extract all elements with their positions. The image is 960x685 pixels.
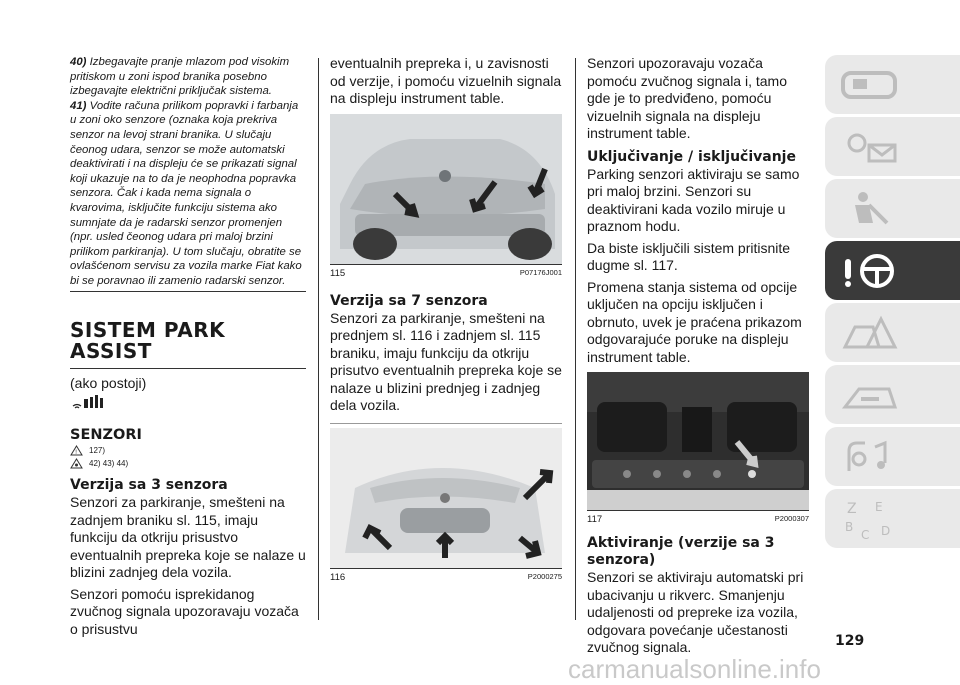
figure-code: P07176J001 xyxy=(519,267,562,277)
heading-3-sensors: Verzija sa 3 senzora xyxy=(70,477,228,493)
paragraph: Senzori se aktiviraju automatski pri ubacivanju u rikverc. Smanjenju udaljenosti od prepreke iza vozila, odgovara povećanje učestanosti zvučnog signala. xyxy=(587,569,804,655)
tab-multimedia[interactable] xyxy=(825,427,960,486)
figure-number: 117 xyxy=(587,514,603,525)
figure-number: 115 xyxy=(330,267,346,279)
paragraph: Parking senzori aktiviraju se samo pri maloj brzini. Senzori su deaktivirani kada vozilo miruje u praznom hodu. xyxy=(587,165,800,234)
maintenance-icon xyxy=(839,375,899,415)
tab-index[interactable] xyxy=(825,489,960,548)
heading-7-sensors: Verzija sa 7 senzora xyxy=(330,292,488,309)
note-40 xyxy=(70,55,306,99)
tab-starting-driving[interactable] xyxy=(825,241,960,300)
paragraph: Senzori upozoravaju vozača pomoću zvučnog signala i, tamo gde je to predviđeno, pomoću vizuelnih signala na displeju instrument table. xyxy=(587,55,787,141)
paragraph: Senzori za parkiranje, smešteni na prednjem sl. 116 i zadnjem sl. 115 braniku, imaju funkciju da otkriju prisutvo eventualnih prepreka koje se nalaze u blizini prednjeg i zadnjeg dela vozila. xyxy=(330,309,562,413)
multimedia-icon xyxy=(839,437,899,477)
figure-number: 116 xyxy=(330,571,346,583)
note-41-number: 41) xyxy=(70,99,87,112)
figure-115-rear-car xyxy=(330,114,562,265)
senzori-heading: SENZORI xyxy=(70,427,142,443)
paragraph: Senzori za parkiranje, smešteni na zadnjem braniku sl. 115, imaju funkciju da otkriju prisustvo eventualnih prepreka koje se nalaze u blizini zadnjeg dela vozila. xyxy=(70,494,306,580)
note-40-text: Izbegavajte pranje mlazom pod visokim pritiskom u zoni ispod branika posebno izbegavajte električni priključak sistema. xyxy=(70,56,290,98)
tab-maintenance[interactable] xyxy=(825,365,960,424)
column-1 xyxy=(70,55,306,638)
reference-row xyxy=(70,458,306,469)
svg-text:E: E xyxy=(875,499,883,514)
divider xyxy=(70,291,306,292)
tab-dashboard[interactable] xyxy=(825,55,960,114)
chapter-tabs xyxy=(825,55,960,551)
figure-code: P2000307 xyxy=(774,514,809,523)
figure-117-dashboard-button xyxy=(587,372,809,511)
svg-text:Z: Z xyxy=(847,500,857,517)
column-2 xyxy=(330,55,562,583)
reference-42-44: 42) 43) 44) xyxy=(89,459,129,468)
index-icon xyxy=(839,495,899,543)
paragraph: eventualnih prepreka i, u zavisnosti od verzije, i pomoću vizuelnih signala na displeju instrument table. xyxy=(330,55,562,106)
heading-activation: Aktiviranje (verzije sa 3 senzora) xyxy=(587,535,775,568)
steering-wheel-icon xyxy=(839,251,899,291)
column-divider xyxy=(575,58,576,620)
svg-text:D: D xyxy=(881,523,891,538)
figure-caption xyxy=(587,514,809,525)
paragraph: Senzori pomoću isprekidanog zvučnog signala upozoravaju vozača o prisustvu xyxy=(70,585,299,637)
safety-icon xyxy=(839,189,899,229)
subtitle: (ako postoji) xyxy=(70,374,147,391)
figure-caption xyxy=(330,268,562,279)
tab-emergency[interactable] xyxy=(825,303,960,362)
watermark: carmanualsonline.info xyxy=(568,654,821,684)
warning-lights-icon xyxy=(839,127,899,167)
column-divider xyxy=(318,58,319,620)
figure-116-front-car xyxy=(330,428,562,569)
page-number: 129 xyxy=(835,633,865,649)
figure-code: P2000275 xyxy=(527,571,562,581)
heading-on-off: Uključivanje / isključivanje xyxy=(587,148,796,165)
svg-text:B: B xyxy=(845,519,854,534)
svg-text:!: ! xyxy=(75,450,77,456)
warning-icon xyxy=(70,445,83,456)
emergency-icon xyxy=(839,313,899,353)
tab-warning-lights[interactable] xyxy=(825,117,960,176)
tab-safety[interactable] xyxy=(825,179,960,238)
section-title: SISTEM PARK ASSIST xyxy=(70,317,226,363)
note-41-text: Vodite računa prilikom popravki i farbanja u zoni oko senzore (oznaka koja prekriva senzor na levoj strani branika. U slučaju čeonog udara, senzor se može automatski deaktivirati i na displeju će se prikazati signal koji ukazuje na to da je neophodna popravka senzora. Čak i kada nema signala o kvarovima, isključite funkciju sistema ako sumnjate da je radarski senzor promenjen (npr. usled čeonog udara pri maloj brzini prilikom parkiranja). U tom slučaju, obratite se ovlašćenom servisu za vozila marke Fiat kako bi se poravnao ili zamenio radarski senzor. xyxy=(70,99,302,287)
paragraph: Promena stanja sistema od opcije uključen na opciju isključen i obrnuto, uvek je praćena prikazom odgovarajuće poruke na displeju instrument table. xyxy=(587,278,802,365)
park-assist-icon xyxy=(70,394,306,417)
figure-caption xyxy=(330,572,562,583)
note-40-number: 40) xyxy=(70,56,87,68)
column-3 xyxy=(587,55,809,657)
dashboard-icon xyxy=(839,65,899,105)
reference-127: 127) xyxy=(89,446,106,455)
reference-row xyxy=(70,445,306,456)
svg-text:C: C xyxy=(861,527,870,542)
paragraph: Da biste isključili sistem pritisnite dugme sl. 117. xyxy=(587,239,791,273)
note-41 xyxy=(70,99,306,289)
divider xyxy=(70,368,306,369)
caution-icon xyxy=(70,458,83,469)
divider xyxy=(330,423,562,424)
